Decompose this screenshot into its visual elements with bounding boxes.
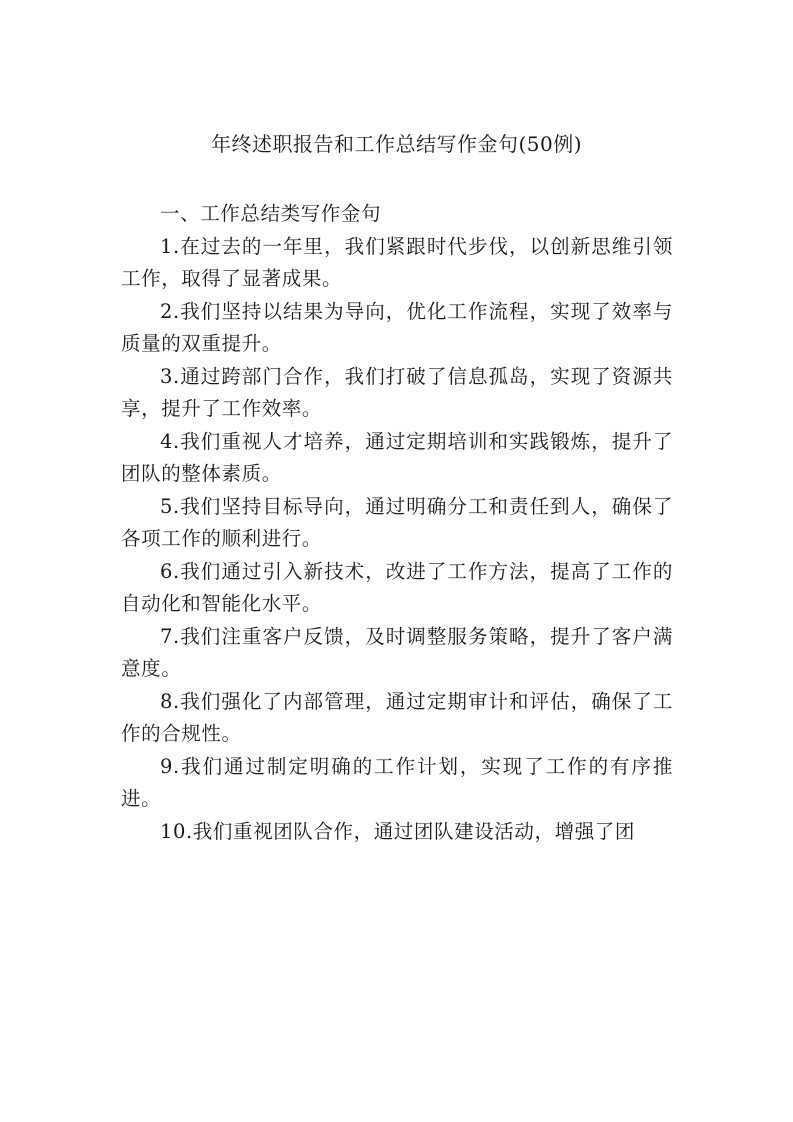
- document-body: [121, 198, 673, 848]
- list-item-8: 8.我们强化了内部管理，通过定期审计和评估，确保了工作的合规性。: [121, 689, 673, 745]
- list-item-6: 6.我们通过引入新技术，改进了工作方法，提高了工作的自动化和智能化水平。: [121, 559, 673, 615]
- list-item-2: 2.我们坚持以结果为导向，优化工作流程，实现了效率与质量的双重提升。: [121, 299, 673, 355]
- list-item-1: 1.在过去的一年里，我们紧跟时代步伐，以创新思维引领工作，取得了显著成果。: [121, 234, 673, 290]
- list-item-7: 7.我们注重客户反馈，及时调整服务策略，提升了客户满意度。: [121, 624, 673, 680]
- list-item-10: 10.我们重视团队合作，通过团队建设活动，增强了团: [160, 819, 636, 843]
- list-item-9: 9.我们通过制定明确的工作计划，实现了工作的有序推进。: [121, 754, 673, 810]
- section-heading: 一、工作总结类写作金句: [160, 202, 382, 225]
- list-item-4: 4.我们重视人才培养，通过定期培训和实践锻炼，提升了团队的整体素质。: [121, 429, 673, 485]
- list-item-3: 3.通过跨部门合作，我们打破了信息孤岛，实现了资源共享，提升了工作效率。: [121, 364, 673, 420]
- list-item-5: 5.我们坚持目标导向，通过明确分工和责任到人，确保了各项工作的顺利进行。: [121, 494, 673, 550]
- document-title: 年终述职报告和工作总结写作金句(50例): [210, 132, 583, 156]
